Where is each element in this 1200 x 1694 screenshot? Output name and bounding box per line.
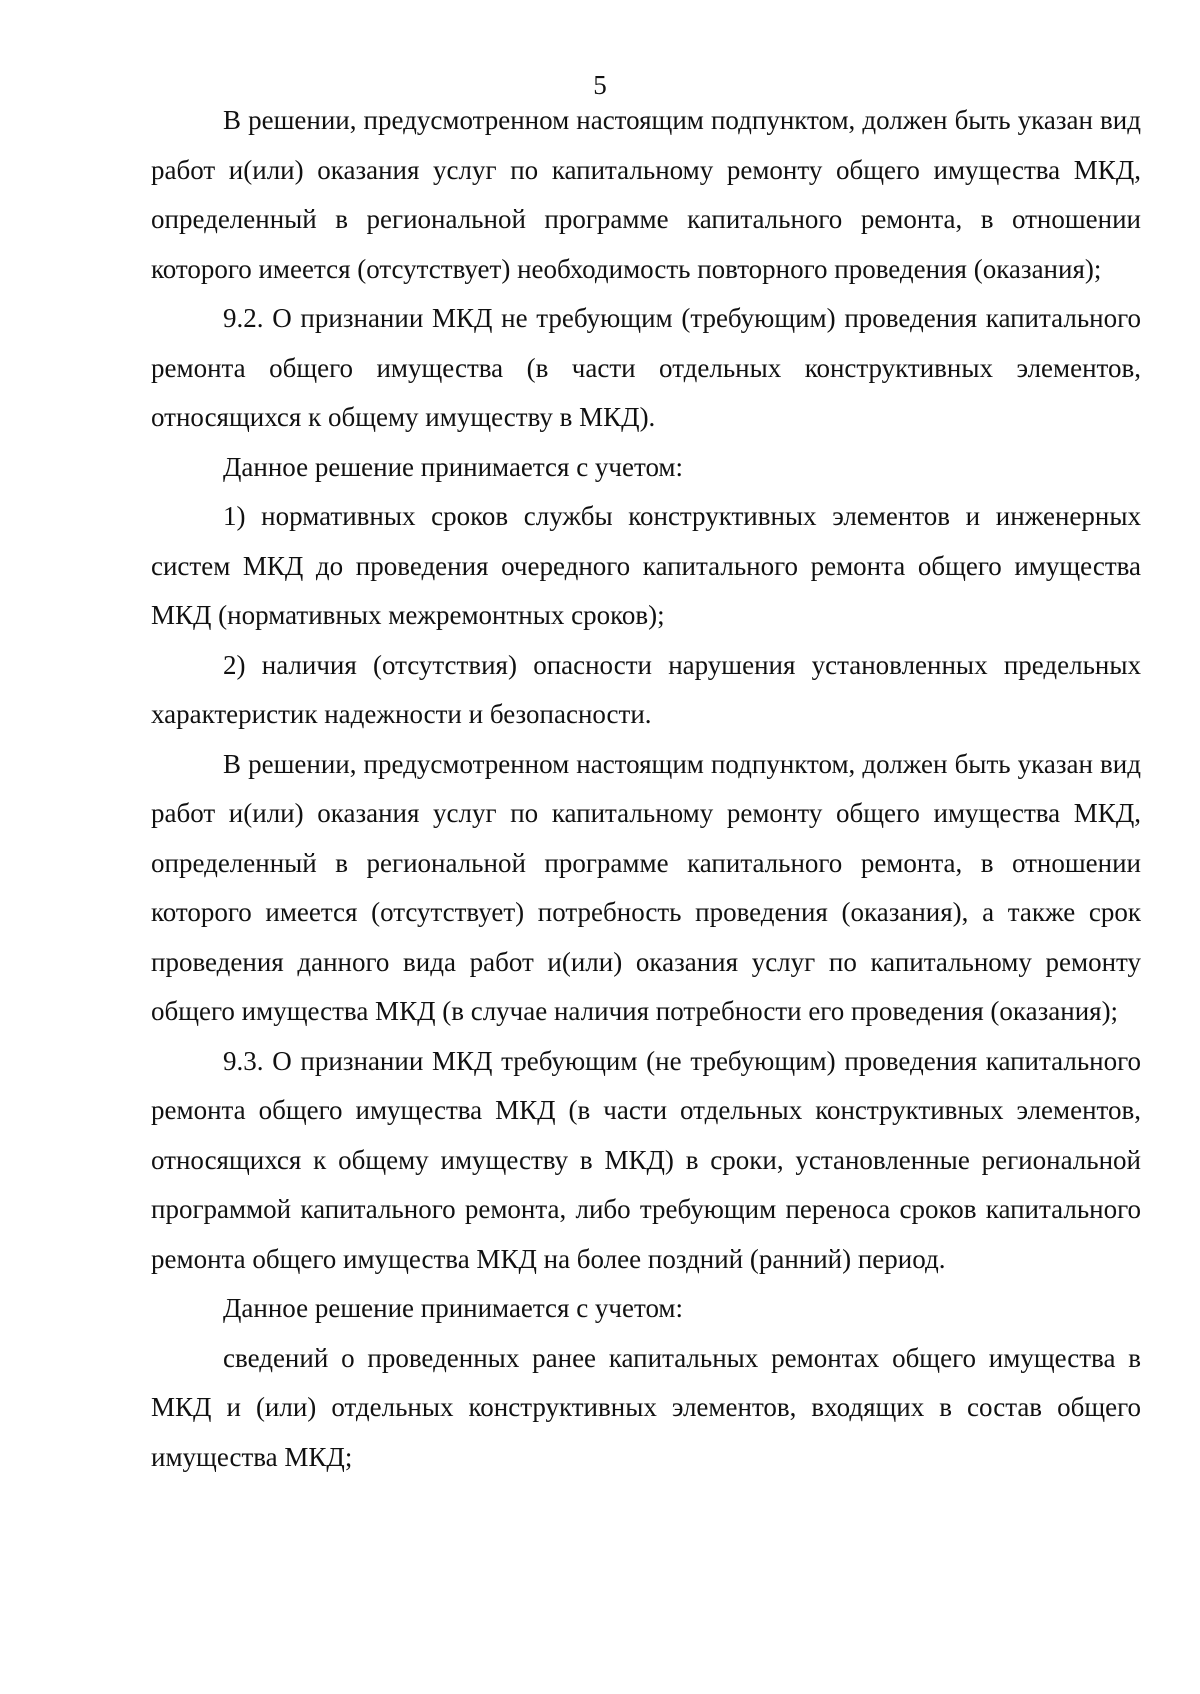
paragraph-item-1-service-life: 1) нормативных сроков службы конструктивных элементов и инженерных систем МКД до проведения очередного капитального ремонта общего имущества МКД (нормативных межремонтных сроков); (151, 501, 1141, 630)
paragraph-item-2-safety: 2) наличия (отсутствия) опасности нарушения установленных предельных характеристик надежности и безопасности. (151, 649, 1141, 729)
page-number: 5 (593, 70, 607, 100)
document-body (151, 96, 1141, 1482)
paragraph-clause-9-3: 9.3. О признании МКД требующим (не требующим) проведения капитального ремонта общего имущества МКД (в части отдельных конструктивных элементов, относящихся к общему имуществу в МКД) в сроки, установленные региональной программой капитального ремонта, либо требующим переноса сроков капитального ремонта общего имущества МКД на более поздний (ранний) период. (151, 1045, 1141, 1274)
paragraph-decision-considers-1: Данное решение принимается с учетом: (223, 451, 684, 482)
paragraph-clause-9-2: 9.2. О признании МКД не требующим (требующим) проведения капитального ремонта общего имущества (в части отдельных конструктивных элементов, относящихся к общему имуществу в МКД). (151, 303, 1141, 432)
paragraph-need-work-decision: В решении, предусмотренном настоящим подпунктом, должен быть указан вид работ и(или) оказания услуг по капитальному ремонту общего имущества МКД, определенный в региональной программе капитального ремонта, в отношении которого имеется (отсутствует) потребность проведения (оказания), а также срок проведения данного вида работ и(или) оказания услуг по капитальному ремонту общего имущества МКД (в случае наличия потребности его проведения (оказания); (151, 748, 1141, 1026)
paragraph-decision-considers-2: Данное решение принимается с учетом: (223, 1293, 684, 1323)
paragraph-previous-repairs: сведений о проведенных ранее капитальных ремонтах общего имущества в МКД и (или) отдельных конструктивных элементов, входящих в состав общего имущества МКД; (151, 1342, 1141, 1472)
paragraph-repeat-work-decision: В решении, предусмотренном настоящим подпунктом, должен быть указан вид работ и(или) оказания услуг по капитальному ремонту общего имущества МКД, определенный в региональной программе капитального ремонта, в отношении которого имеется (отсутствует) необходимость повторного проведения (оказания); (151, 105, 1141, 284)
